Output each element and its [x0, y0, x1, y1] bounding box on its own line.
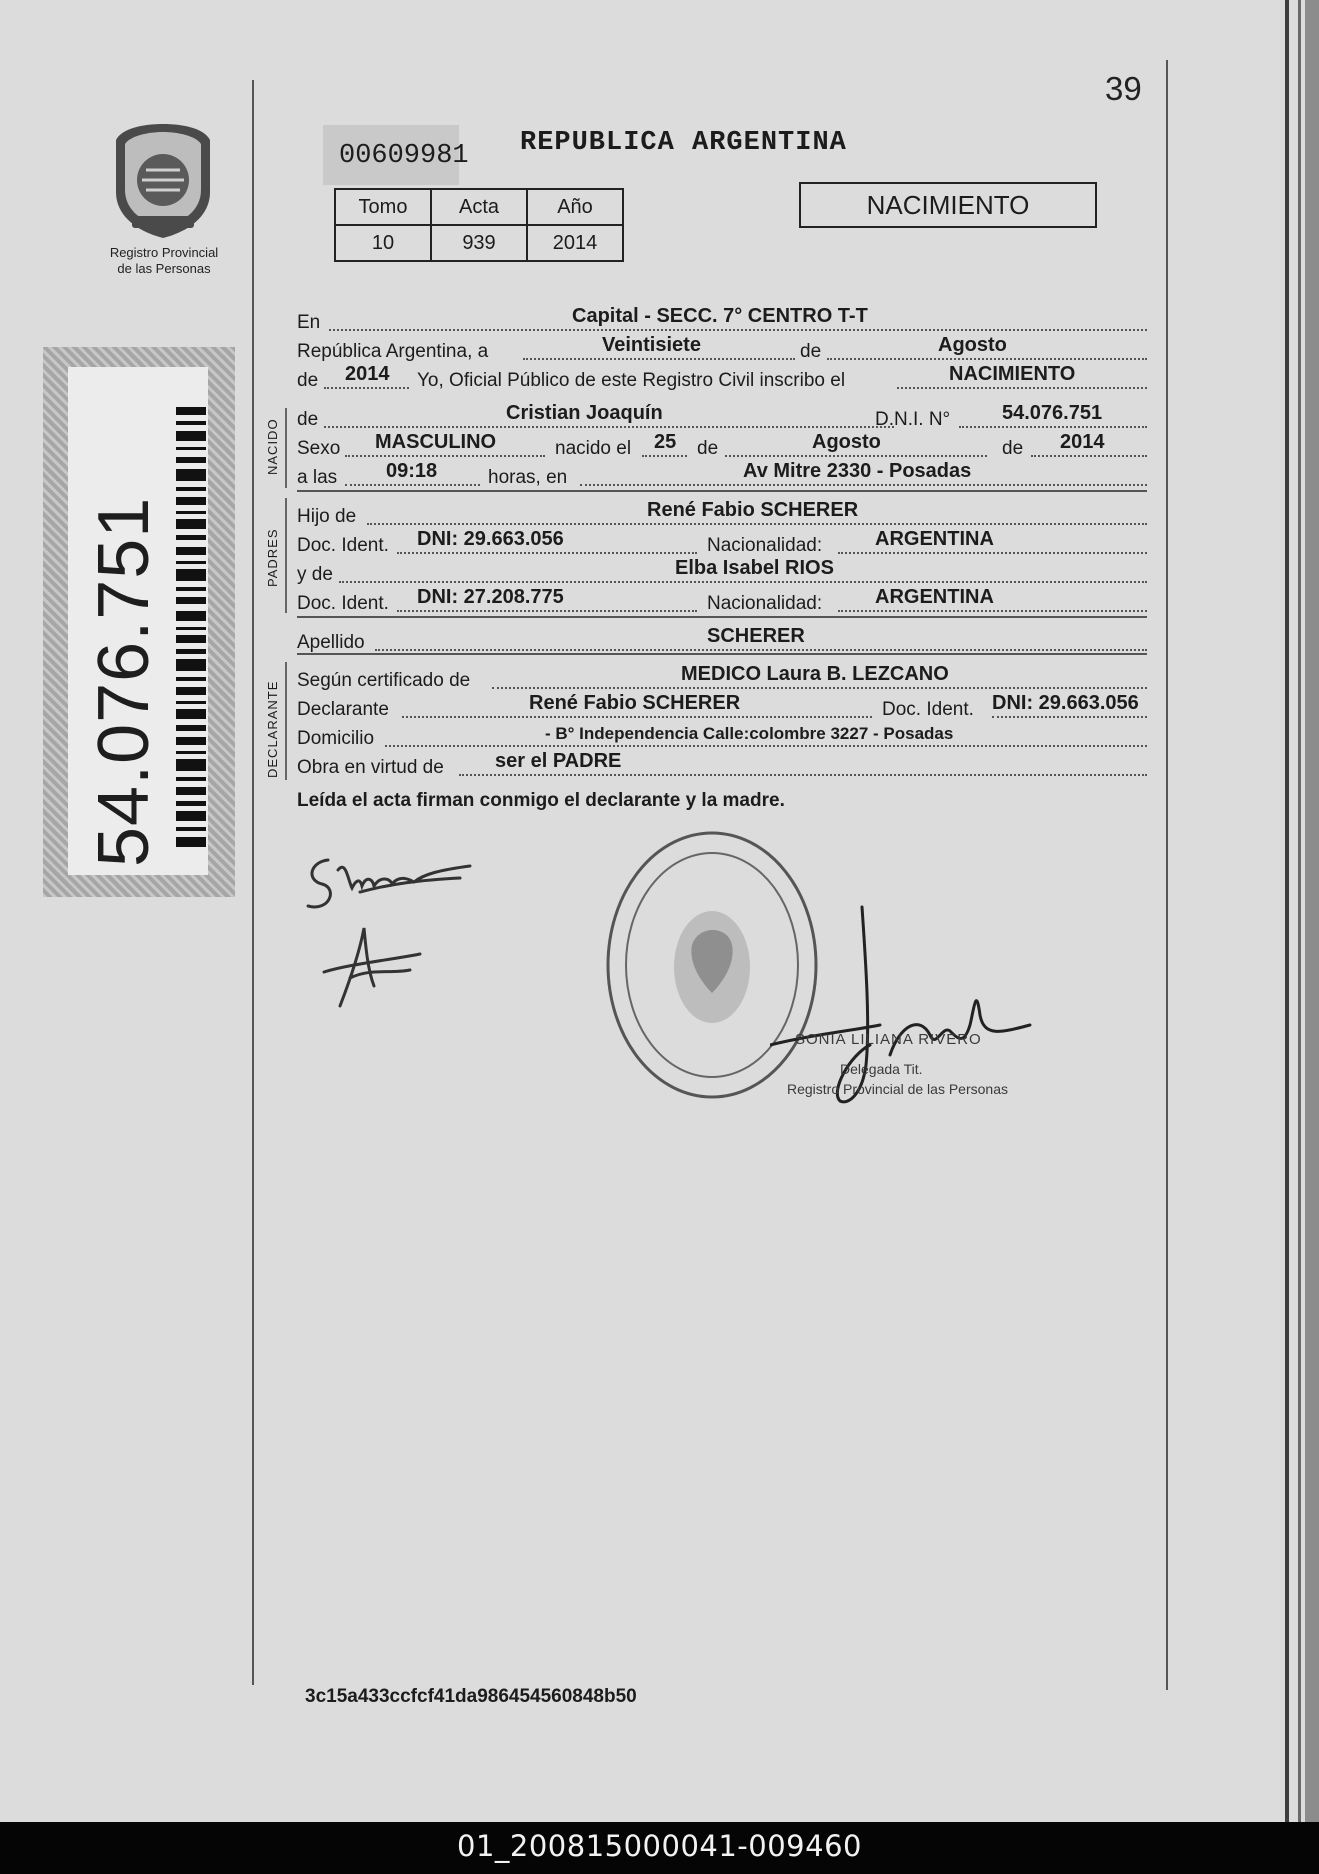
label-de-month: de	[800, 341, 822, 362]
row-certificate	[297, 663, 1147, 692]
medical-certificate: MEDICO Laura B. LEZCANO	[681, 663, 949, 685]
section-declarante-bracket	[285, 662, 287, 780]
dots	[838, 552, 1147, 554]
label-apellido: Apellido	[297, 632, 365, 653]
label-alas: a las	[297, 467, 338, 488]
row-address	[297, 724, 1147, 750]
section-divider	[297, 616, 1147, 618]
label-en: En	[297, 312, 321, 333]
label-obra: Obra en virtud de	[297, 757, 444, 778]
dots	[385, 745, 1147, 747]
surname: SCHERER	[707, 625, 805, 647]
label-segun: Según certificado de	[297, 670, 471, 691]
registration-place: Capital - SECC. 7° CENTRO T-T	[572, 305, 868, 327]
birth-place: Av Mitre 2330 - Posadas	[743, 460, 972, 482]
birth-day: 25	[654, 431, 677, 453]
right-margin-line	[1166, 60, 1168, 1690]
mother-name: Elba Isabel RIOS	[675, 557, 834, 579]
acta-value: 939	[431, 225, 527, 261]
dots	[345, 484, 480, 486]
section-declarante-label: DECLARANTE	[265, 680, 280, 778]
dots	[827, 358, 1147, 360]
serial-number-box	[323, 125, 469, 185]
sticker-dni-number: 54.076.751	[84, 496, 164, 867]
label-declarante: Declarante	[297, 699, 389, 720]
dni-sticker	[43, 347, 235, 897]
label-republica: República Argentina, a	[297, 341, 489, 362]
dots	[345, 455, 545, 457]
dots	[329, 329, 1147, 331]
row-date	[297, 334, 1147, 363]
tomo-value: 10	[335, 225, 431, 261]
child-sex: MASCULINO	[375, 431, 497, 453]
row-capacity	[297, 750, 1147, 779]
section-divider	[297, 653, 1147, 655]
mother-doc: DNI: 27.208.775	[417, 586, 564, 608]
dots	[725, 455, 987, 457]
dots	[897, 387, 1147, 389]
dots	[402, 716, 872, 718]
registration-month: Agosto	[938, 334, 1007, 356]
label-nacionalidad-father: Nacionalidad:	[707, 535, 823, 556]
left-margin-line	[252, 80, 254, 1685]
official-name: SONIA LILIANA RIVERO	[795, 1031, 982, 1048]
birth-time: 09:18	[386, 460, 438, 482]
row-declarant	[297, 692, 1147, 721]
declarant-doc: DNI: 29.663.056	[992, 692, 1139, 714]
official-role: Delegada Tit.	[840, 1061, 923, 1077]
mother-signature	[320, 920, 430, 1010]
scan-file-id: 01_200815000041-009460	[457, 1829, 862, 1863]
row-time-place	[297, 460, 1147, 489]
father-name: René Fabio SCHERER	[647, 499, 859, 521]
mother-nationality: ARGENTINA	[875, 586, 994, 608]
label-de-year: de	[297, 370, 319, 391]
label-nacionalidad-mother: Nacionalidad:	[707, 593, 823, 614]
child-name: Cristian Joaquín	[506, 402, 663, 424]
father-doc: DNI: 29.663.056	[417, 528, 564, 550]
dots	[838, 610, 1147, 612]
dots	[492, 687, 1147, 689]
country-title: REPUBLICA ARGENTINA	[520, 128, 847, 158]
label-y-de: y de	[297, 564, 333, 585]
section-padres-label: PADRES	[265, 528, 280, 587]
label-sexo: Sexo	[297, 438, 341, 459]
row-mother-doc	[297, 586, 1147, 615]
dots	[397, 552, 697, 554]
dots	[1031, 455, 1147, 457]
acta-header: Acta	[431, 189, 527, 225]
declarant-signature	[300, 840, 480, 920]
birth-month: Agosto	[812, 431, 881, 453]
row-father	[297, 499, 1147, 528]
row-mother	[297, 557, 1147, 586]
dots	[339, 581, 1147, 583]
label-de-person: de	[297, 409, 319, 430]
dots	[523, 358, 795, 360]
row-father-doc	[297, 528, 1147, 557]
label-de-birth2: de	[1002, 438, 1024, 459]
label-de-birth1: de	[697, 438, 719, 459]
fold-line	[1285, 0, 1289, 1822]
section-padres-bracket	[285, 498, 287, 613]
dots	[992, 716, 1147, 718]
tomo-header: Tomo	[335, 189, 431, 225]
father-nationality: ARGENTINA	[875, 528, 994, 550]
book-reference-table	[334, 188, 624, 262]
record-type-box: NACIMIENTO	[799, 182, 1097, 228]
label-horas-en: horas, en	[488, 467, 568, 488]
label-dni: D.N.I. N°	[875, 409, 951, 430]
birth-year: 2014	[1060, 431, 1105, 453]
row-place	[297, 305, 1147, 334]
dots	[459, 774, 1147, 776]
dots	[367, 523, 1147, 525]
row-surname	[297, 625, 1147, 654]
registry-label-line1: Registro Provincial	[109, 245, 219, 260]
dots	[959, 426, 1147, 428]
child-dni: 54.076.751	[1002, 402, 1103, 424]
label-yo-oficial: Yo, Oficial Público de este Registro Civil inscribo el	[417, 370, 846, 391]
dots	[375, 649, 1147, 651]
label-doc-ident-father: Doc. Ident.	[297, 535, 389, 556]
registry-label-line2: de las Personas	[117, 261, 211, 276]
dots	[324, 387, 409, 389]
serial-number: 00609981	[339, 141, 469, 171]
declarant-capacity: ser el PADRE	[495, 750, 622, 772]
dots	[324, 426, 894, 428]
label-domicilio: Domicilio	[297, 728, 375, 749]
closing-statement: Leída el acta firman conmigo el declarante y la madre.	[297, 790, 785, 811]
official-organization: Registro Provincial de las Personas	[787, 1081, 1008, 1097]
dots	[642, 455, 687, 457]
section-divider	[297, 490, 1147, 492]
document-hash: 3c15a433ccfcf41da986454560848b50	[305, 1686, 637, 1707]
row-sex-birthdate	[297, 431, 1147, 460]
registration-day: Veintisiete	[602, 334, 701, 356]
row-child-name	[297, 402, 1147, 431]
dots	[580, 484, 1147, 486]
fold-line-2	[1298, 0, 1301, 1822]
label-hijo-de: Hijo de	[297, 506, 357, 527]
section-nacido-label: NACIDO	[265, 418, 280, 475]
label-doc-ident-declarant: Doc. Ident.	[882, 699, 974, 720]
label-nacido: nacido el	[555, 438, 632, 459]
barcode-icon	[176, 407, 206, 847]
registered-event: NACIMIENTO	[949, 363, 1076, 385]
dots	[397, 610, 697, 612]
anio-header: Año	[527, 189, 623, 225]
row-year	[297, 363, 1147, 392]
anio-value: 2014	[527, 225, 623, 261]
page-number: 39	[1105, 70, 1142, 107]
label-doc-ident-mother: Doc. Ident.	[297, 593, 389, 614]
registry-label	[80, 245, 248, 277]
registration-year: 2014	[345, 363, 390, 385]
book-header-row	[335, 189, 623, 225]
province-seal-icon	[112, 122, 214, 240]
declarant-address: - B° Independencia Calle:colombre 3227 - Posadas	[545, 724, 954, 743]
declarant-name: René Fabio SCHERER	[529, 692, 741, 714]
dni-sticker-inner	[68, 367, 208, 875]
section-nacido-bracket	[285, 408, 287, 488]
book-value-row	[335, 225, 623, 261]
